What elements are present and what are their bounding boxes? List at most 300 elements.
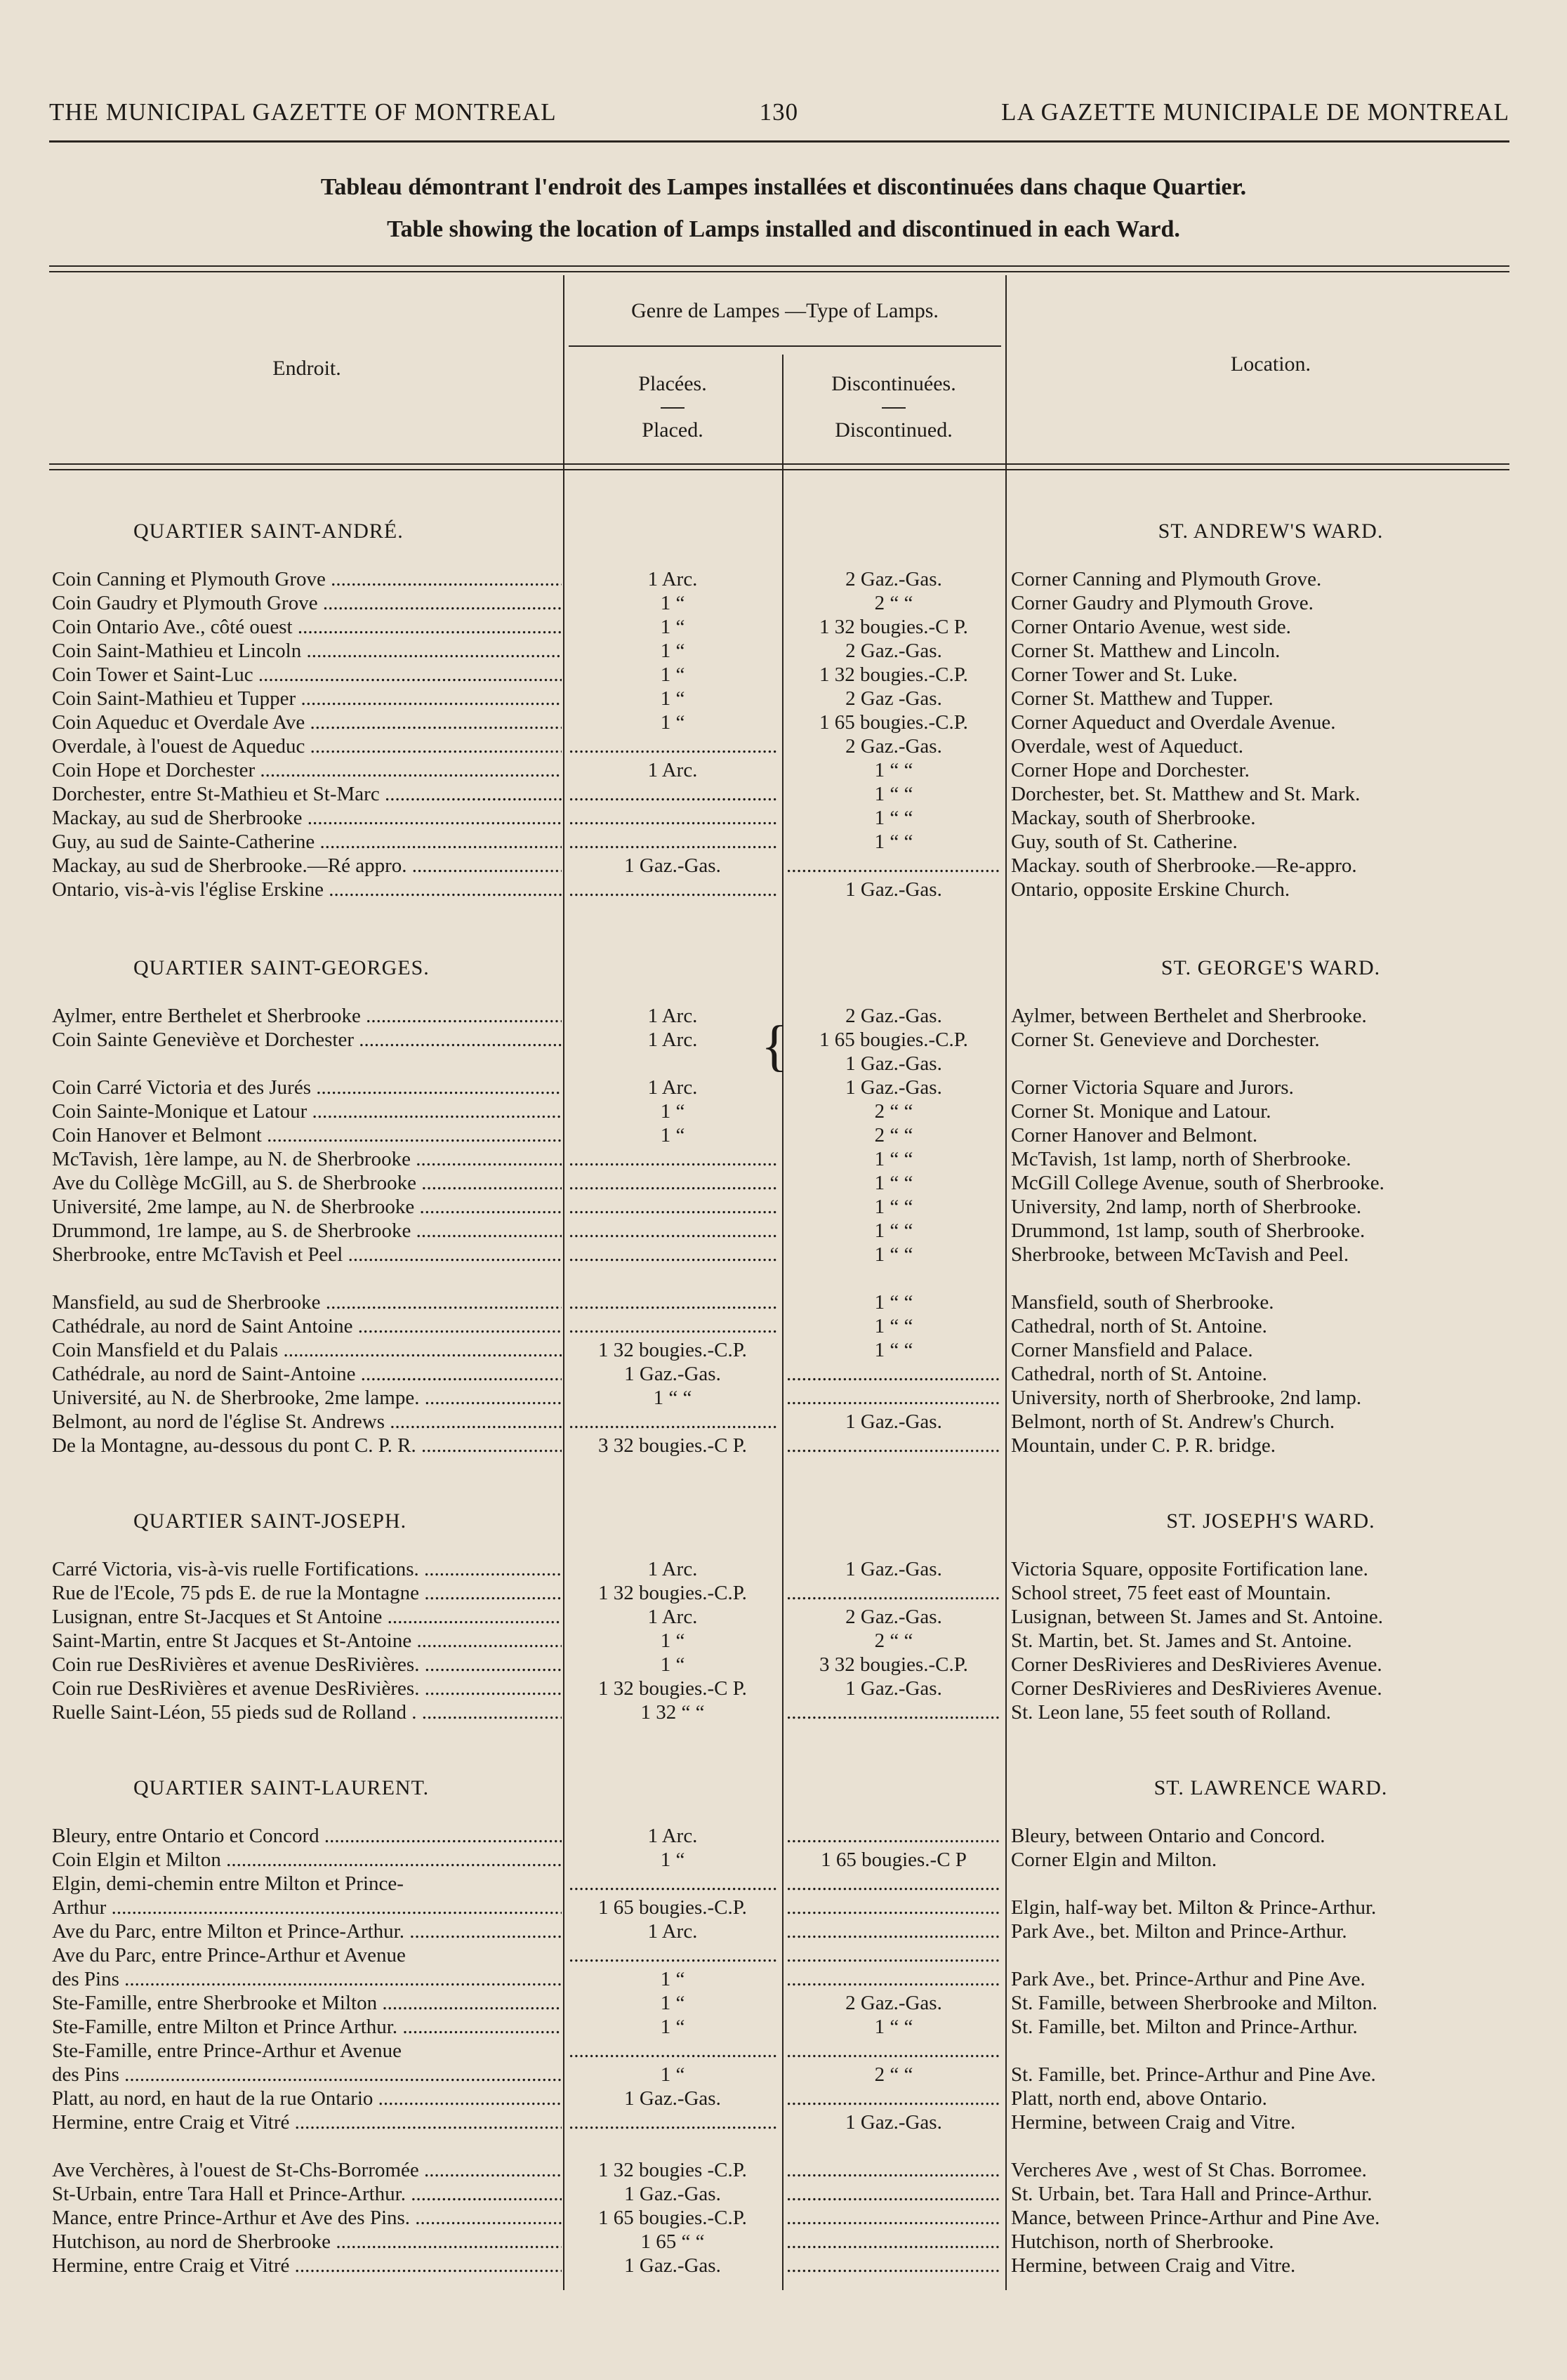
placed-cell [569, 1004, 776, 1028]
discontinued-cell [786, 591, 1001, 615]
place-cell-text: Coin Hanover et Belmont [52, 1124, 262, 1146]
placed-cell-text: 1 Arc. [647, 1005, 698, 1027]
place-cell [52, 2063, 562, 2087]
place-cell-text: Coin Sainte-Monique et Latour [52, 1100, 308, 1123]
table-row [0, 830, 1567, 854]
location-cell [1011, 782, 1530, 806]
table-row [0, 663, 1567, 687]
location-cell [1011, 878, 1530, 901]
placed-cell [569, 1076, 776, 1099]
discontinued-cell [786, 1967, 1001, 1991]
location-cell-text: Bleury, between Ontario and Concord. [1011, 1825, 1325, 1847]
placed-cell [569, 639, 776, 663]
discontinued-cell [786, 758, 1001, 782]
discontinued-cell [786, 1147, 1001, 1171]
place-cell [52, 1848, 562, 1872]
discontinued-cell [786, 1629, 1001, 1653]
location-cell-text: University, 2nd lamp, north of Sherbrooke. [1011, 1196, 1362, 1218]
location-cell-text: Mountain, under C. P. R. bridge. [1011, 1434, 1276, 1457]
placed-cell-text: 1 “ [660, 616, 685, 638]
col-header-genre: Genre de Lampes —Type of Lamps. [631, 299, 939, 322]
place-cell [52, 854, 562, 878]
table-row [0, 615, 1567, 639]
discontinued-cell [786, 1386, 1001, 1410]
location-cell [1011, 1004, 1530, 1028]
place-cell-text: Overdale, à l'ouest de Aqueduc [52, 735, 305, 758]
table-row [0, 1896, 1567, 1919]
place-cell-text: Coin Gaudry et Plymouth Grove [52, 592, 318, 614]
place-cell-text: Rue de l'Ecole, 75 pds E. de rue la Montagne [52, 1582, 420, 1604]
place-cell [52, 2254, 562, 2277]
table-row [0, 854, 1567, 878]
discontinued-cell-text: 1 32 bougies.-C P. [819, 616, 968, 638]
location-cell [1011, 2230, 1530, 2254]
place-cell [52, 1557, 562, 1581]
location-cell-text: Lusignan, between St. James and St. Antoine. [1011, 1606, 1383, 1628]
placed-cell [569, 1991, 776, 2015]
location-cell-text: Corner St. Genevieve and Dorchester. [1011, 1029, 1320, 1051]
location-cell [1011, 1195, 1530, 1219]
place-cell [52, 1629, 562, 1653]
place-cell [52, 1943, 562, 1967]
header-right: LA GAZETTE MUNICIPALE DE MONTREAL [1001, 98, 1509, 126]
discontinued-cell [786, 1410, 1001, 1434]
table-row [0, 1219, 1567, 1243]
location-cell [1011, 591, 1530, 615]
location-cell [1011, 1147, 1530, 1171]
location-cell [1011, 1824, 1530, 1848]
discontinued-cell-text: 1 “ “ [874, 1315, 913, 1337]
discontinued-cell-text: 2 “ “ [874, 2063, 913, 2086]
col-header-discontinuees: Discontinuées. [831, 372, 956, 395]
table-row [0, 710, 1567, 734]
place-cell-text: Coin rue DesRivières et avenue DesRivières. [52, 1677, 420, 1700]
location-cell [1011, 687, 1530, 710]
discontinued-cell [786, 1219, 1001, 1243]
table-row [0, 734, 1567, 758]
place-cell [52, 1099, 562, 1123]
discontinued-cell [786, 639, 1001, 663]
location-cell [1011, 1919, 1530, 1943]
discontinued-cell-text: 1 “ “ [874, 1148, 913, 1170]
location-cell [1011, 1028, 1530, 1052]
place-cell [52, 782, 562, 806]
place-cell-text: Coin Carré Victoria et des Jurés [52, 1076, 311, 1099]
place-cell-text: Sherbrooke, entre McTavish et Peel [52, 1243, 343, 1266]
placed-cell [569, 1824, 776, 1848]
place-cell-text: des Pins [52, 2063, 119, 2086]
place-cell-text: Mansfield, au sud de Sherbrooke [52, 1291, 321, 1314]
location-cell [1011, 1171, 1530, 1195]
header-left: THE MUNICIPAL GAZETTE OF MONTREAL [49, 98, 557, 126]
place-cell [52, 1290, 562, 1314]
place-cell [52, 1896, 562, 1919]
location-cell-text: Overdale, west of Aqueduct. [1011, 735, 1243, 758]
place-cell-text: Coin Saint-Mathieu et Tupper [52, 687, 296, 710]
discontinued-cell [786, 2182, 1001, 2206]
placed-cell [569, 758, 776, 782]
place-cell [52, 1967, 562, 1991]
place-cell-text: Bleury, entre Ontario et Concord [52, 1825, 319, 1847]
location-cell-text: Corner Victoria Square and Jurors. [1011, 1076, 1294, 1099]
place-cell [52, 1991, 562, 2015]
placed-cell [569, 1967, 776, 1991]
location-cell [1011, 1557, 1530, 1581]
table-row [0, 1557, 1567, 1581]
table-row [0, 2158, 1567, 2182]
table-row [0, 687, 1567, 710]
place-cell [52, 878, 562, 901]
placees-dash [661, 407, 685, 409]
place-cell-text: Ave du Parc, entre Prince-Arthur et Avenue [52, 1944, 406, 1966]
discontinued-cell [786, 1171, 1001, 1195]
location-cell [1011, 663, 1530, 687]
placed-cell-text: 1 “ “ [653, 1387, 692, 1409]
placed-cell-text: 1 “ [660, 2063, 685, 2086]
discontinued-cell [786, 1700, 1001, 1724]
table-row [0, 1171, 1567, 1195]
discontinued-cell-text: 2 “ “ [874, 592, 913, 614]
table-row [0, 806, 1567, 830]
discontinued-cell [786, 1919, 1001, 1943]
location-cell [1011, 615, 1530, 639]
discontinued-cell-text: 1 Gaz.-Gas. [845, 1677, 942, 1700]
place-cell [52, 1171, 562, 1195]
location-cell [1011, 1123, 1530, 1147]
location-cell [1011, 1314, 1530, 1338]
location-cell-text: Sherbrooke, between McTavish and Peel. [1011, 1243, 1349, 1266]
place-cell [52, 710, 562, 734]
placed-cell [569, 1171, 776, 1195]
placed-cell [569, 2230, 776, 2254]
discontinued-cell [786, 1991, 1001, 2015]
location-cell [1011, 1991, 1530, 2015]
table-row [0, 1677, 1567, 1700]
discontinued-cell [786, 1076, 1001, 1099]
placed-cell [569, 2015, 776, 2039]
place-cell [52, 2110, 562, 2134]
location-cell-text: Mansfield, south of Sherbrooke. [1011, 1291, 1274, 1314]
place-cell [52, 1123, 562, 1147]
discontinued-cell [786, 830, 1001, 854]
placed-cell-text: 1 Gaz.-Gas. [624, 2183, 721, 2205]
place-cell [52, 1872, 562, 1896]
location-cell [1011, 1896, 1530, 1919]
location-cell-text: Victoria Square, opposite Fortification lane. [1011, 1558, 1368, 1580]
location-cell-text: Park Ave., bet. Milton and Prince-Arthur. [1011, 1920, 1347, 1943]
table-row [0, 1653, 1567, 1677]
col-header-discontinued: Discontinued. [835, 418, 953, 442]
location-cell-text: Hutchison, north of Sherbrooke. [1011, 2230, 1274, 2253]
location-cell [1011, 1099, 1530, 1123]
location-cell-text: Corner Tower and St. Luke. [1011, 663, 1238, 686]
discontinued-cell-text: 2 Gaz.-Gas. [845, 1606, 942, 1628]
discontinued-cell [786, 1581, 1001, 1605]
placed-cell-text: 1 “ [660, 592, 685, 614]
section-title-en: ST. GEORGE'S WARD. [1161, 956, 1381, 979]
section-title-fr: QUARTIER SAINT-JOSEPH. [133, 1509, 407, 1533]
discontinued-cell-text: 1 “ “ [874, 807, 913, 829]
place-cell [52, 687, 562, 710]
location-cell-text: Mackay, south of Sherbrooke. [1011, 807, 1256, 829]
table-title-fr: Tableau démontrant l'endroit des Lampes installées et discontinuées dans chaque Quartier. [320, 174, 1247, 200]
location-cell [1011, 734, 1530, 758]
place-cell-text: Ste-Famille, entre Sherbrooke et Milton [52, 1992, 378, 2014]
discontinued-cell-text: 1 65 bougies.-C.P. [819, 711, 968, 734]
location-cell [1011, 1700, 1530, 1724]
placed-cell [569, 806, 776, 830]
discontinued-cell [786, 806, 1001, 830]
table-top-rule [49, 265, 1509, 272]
placed-cell-text: 1 “ [660, 1629, 685, 1652]
discontinued-cell [786, 2087, 1001, 2110]
discontinued-cell-text: 3 32 bougies.-C.P. [819, 1653, 968, 1676]
discontinued-cell [786, 1605, 1001, 1629]
table-row [0, 567, 1567, 591]
discontinued-cell [786, 878, 1001, 901]
discontinued-cell-text: 1 Gaz.-Gas. [845, 1558, 942, 1580]
placed-cell-text: 1 Arc. [647, 1920, 698, 1943]
discontinued-cell-text: 2 “ “ [874, 1100, 913, 1123]
table-row [0, 1700, 1567, 1724]
place-cell [52, 2182, 562, 2206]
place-cell [52, 1147, 562, 1171]
placed-cell [569, 1677, 776, 1700]
placed-cell [569, 567, 776, 591]
place-cell-text: Coin Tower et Saint-Luc [52, 663, 253, 686]
place-cell [52, 1386, 562, 1410]
place-cell [52, 2015, 562, 2039]
placed-cell [569, 663, 776, 687]
location-cell-text: Corner Ontario Avenue, west side. [1011, 616, 1291, 638]
place-cell [52, 2087, 562, 2110]
placed-cell [569, 1919, 776, 1943]
place-cell [52, 2039, 562, 2063]
location-cell-text: Guy, south of St. Catherine. [1011, 831, 1238, 853]
place-cell-text: Saint-Martin, entre St Jacques et St-Antoine [52, 1629, 412, 1652]
placed-cell [569, 1581, 776, 1605]
discontinued-cell-text: 2 “ “ [874, 1629, 913, 1652]
location-cell [1011, 1338, 1530, 1362]
location-cell-text: St. Leon lane, 55 feet south of Rolland. [1011, 1701, 1331, 1724]
place-cell [52, 1314, 562, 1338]
table-row [0, 2134, 1567, 2158]
placed-cell-text: 1 65 “ “ [640, 2230, 705, 2253]
location-cell [1011, 1581, 1530, 1605]
location-cell-text: Corner Gaudry and Plymouth Grove. [1011, 592, 1314, 614]
discontinued-cell-text: 1 “ “ [874, 783, 913, 805]
discontinued-cell [786, 1362, 1001, 1386]
placed-cell [569, 830, 776, 854]
location-cell-text: Ontario, opposite Erskine Church. [1011, 878, 1290, 901]
location-cell-text: Belmont, north of St. Andrew's Church. [1011, 1410, 1335, 1433]
placed-cell [569, 2110, 776, 2134]
placed-cell [569, 734, 776, 758]
table-row [0, 639, 1567, 663]
placed-cell [569, 1386, 776, 1410]
place-cell-text: Coin rue DesRivières et avenue DesRivières. [52, 1653, 420, 1676]
place-cell-text: Mackay, au sud de Sherbrooke [52, 807, 303, 829]
table-row [0, 1267, 1567, 1290]
location-cell [1011, 1076, 1530, 1099]
location-cell-text: Dorchester, bet. St. Matthew and St. Mark. [1011, 783, 1361, 805]
place-cell-text: Ave du Parc, entre Milton et Prince-Arthur. [52, 1920, 404, 1943]
place-cell [52, 1919, 562, 1943]
place-cell-text: Cathédrale, au nord de Saint-Antoine [52, 1363, 356, 1385]
table-row [0, 1290, 1567, 1314]
location-cell [1011, 854, 1530, 878]
table-row [0, 1410, 1567, 1434]
place-cell-text: Ste-Famille, entre Milton et Prince Arthur. [52, 2016, 398, 2038]
table-row [0, 1147, 1567, 1171]
table-row [0, 591, 1567, 615]
discontinued-cell-text: 1 “ “ [874, 1172, 913, 1194]
placed-cell [569, 1943, 776, 1967]
discontinued-cell [786, 1338, 1001, 1362]
location-cell [1011, 2015, 1530, 2039]
placed-cell-text: 1 Arc. [647, 1558, 698, 1580]
place-cell [52, 2206, 562, 2230]
discontinued-cell [786, 1290, 1001, 1314]
location-cell-text: University, north of Sherbrooke, 2nd lamp. [1011, 1387, 1362, 1409]
discontinued-cell-text: 1 “ “ [874, 759, 913, 781]
col-header-placed: Placed. [642, 418, 703, 442]
place-cell-text: Coin Sainte Geneviève et Dorchester [52, 1029, 355, 1051]
location-cell [1011, 1362, 1530, 1386]
place-cell-text: Dorchester, entre St-Mathieu et St-Marc [52, 783, 380, 805]
placed-cell [569, 615, 776, 639]
table-row [0, 1848, 1567, 1872]
placed-cell-text: 3 32 bougies.-C P. [598, 1434, 747, 1457]
place-cell-text: Hermine, entre Craig et Vitré [52, 2254, 290, 2277]
discontinued-cell [786, 1824, 1001, 1848]
location-cell [1011, 710, 1530, 734]
table-row [0, 878, 1567, 901]
location-cell-text: Corner Canning and Plymouth Grove. [1011, 568, 1322, 590]
discontinued-cell-text: 2 Gaz.-Gas. [845, 1992, 942, 2014]
discontinued-cell-text: 1 “ “ [874, 1219, 913, 1242]
discontinued-cell-text: 2 Gaz.-Gas. [845, 1005, 942, 1027]
location-cell-text: School street, 75 feet east of Mountain. [1011, 1582, 1331, 1604]
table-row [0, 1919, 1567, 1943]
place-cell-text: Ruelle Saint-Léon, 55 pieds sud de Rolland . [52, 1701, 417, 1724]
place-cell-text: des Pins [52, 1968, 119, 1990]
place-cell [52, 1004, 562, 1028]
discontinued-cell [786, 2158, 1001, 2182]
place-cell [52, 2158, 562, 2182]
place-cell [52, 1362, 562, 1386]
place-cell [52, 1028, 562, 1052]
place-cell [52, 1824, 562, 1848]
place-cell-text: Lusignan, entre St-Jacques et St Antoine [52, 1606, 383, 1628]
place-cell [52, 1195, 562, 1219]
table-title-en: Table showing the location of Lamps installed and discontinued in each Ward. [387, 216, 1180, 242]
placed-cell [569, 2063, 776, 2087]
placed-cell-text: 1 Arc. [647, 1076, 698, 1099]
place-cell [52, 2230, 562, 2254]
placed-cell [569, 1147, 776, 1171]
place-cell [52, 567, 562, 591]
location-cell-text: Mackay. south of Sherbrooke.—Re-appro. [1011, 854, 1357, 877]
genre-underline [569, 345, 1001, 347]
table-row [0, 2015, 1567, 2039]
place-cell-text: Ontario, vis-à-vis l'église Erskine [52, 878, 324, 901]
discontinued-cell-text: 1 Gaz.-Gas. [845, 2111, 942, 2134]
location-cell-text: Park Ave., bet. Prince-Arthur and Pine Ave. [1011, 1968, 1366, 1990]
location-cell-text: Hermine, between Craig and Vitre. [1011, 2111, 1296, 2134]
table-row [0, 1195, 1567, 1219]
discontinued-cell-text: 2 “ “ [874, 1124, 913, 1146]
table-row [0, 2063, 1567, 2087]
discontinued-cell [786, 1004, 1001, 1028]
placed-cell [569, 1243, 776, 1267]
placed-cell [569, 1362, 776, 1386]
placed-cell-text: 1 “ [660, 1100, 685, 1123]
discontinued-cell [786, 1848, 1001, 1872]
place-cell [52, 758, 562, 782]
placed-cell-text: 1 32 bougies.-C P. [598, 1677, 747, 1700]
section-title-fr: QUARTIER SAINT-GEORGES. [133, 956, 430, 979]
discontinued-cell [786, 2039, 1001, 2063]
discontinued-cell [786, 782, 1001, 806]
discontinued-cell [786, 687, 1001, 710]
location-cell-text: Platt, north end, above Ontario. [1011, 2087, 1267, 2110]
discontinued-cell-text: 1 “ “ [874, 2016, 913, 2038]
table-row [0, 1099, 1567, 1123]
place-cell-text: Mance, entre Prince-Arthur et Ave des Pins. [52, 2207, 411, 2229]
placed-cell [569, 1219, 776, 1243]
placed-cell [569, 1605, 776, 1629]
placed-cell-text: 1 “ [660, 711, 685, 734]
placed-cell [569, 2039, 776, 2063]
place-cell-text: Coin Saint-Mathieu et Lincoln [52, 640, 302, 662]
location-cell [1011, 806, 1530, 830]
table-row [0, 1076, 1567, 1099]
placed-cell-text: 1 “ [660, 2016, 685, 2038]
discontinued-cell-text: 2 Gaz.-Gas. [845, 568, 942, 590]
placed-cell [569, 2254, 776, 2277]
location-cell-text: McTavish, 1st lamp, north of Sherbrooke. [1011, 1148, 1351, 1170]
place-cell [52, 1219, 562, 1243]
place-cell-text: McTavish, 1ère lampe, au N. de Sherbrooke [52, 1148, 411, 1170]
discontinued-cell [786, 2206, 1001, 2230]
location-cell-text: Mance, between Prince-Arthur and Pine Ave. [1011, 2207, 1380, 2229]
discontinued-cell-text: 1 32 bougies.-C.P. [819, 663, 968, 686]
discontinued-cell [786, 1314, 1001, 1338]
header-bottom-rule [49, 463, 1509, 470]
place-cell-text: Ave Verchères, à l'ouest de St-Chs-Borromée [52, 2159, 419, 2181]
place-cell-text: Université, au N. de Sherbrooke, 2me lampe. [52, 1387, 420, 1409]
discontinued-cell [786, 734, 1001, 758]
discontinued-cell-text: 1 “ “ [874, 1339, 913, 1361]
placed-cell-text: 1 Arc. [647, 1606, 698, 1628]
place-cell [52, 806, 562, 830]
location-cell [1011, 2158, 1530, 2182]
discontinued-cell-text: 1 Gaz.-Gas. [845, 1410, 942, 1433]
table-row [0, 2110, 1567, 2134]
discontinued-cell [786, 1123, 1001, 1147]
location-cell [1011, 567, 1530, 591]
location-cell-text: Cathedral, north of St. Antoine. [1011, 1363, 1267, 1385]
place-cell-text: Coin Hope et Dorchester [52, 759, 256, 781]
discontinued-cell [786, 1677, 1001, 1700]
placed-cell-text: 1 32 “ “ [640, 1701, 705, 1724]
discontinued-cell [786, 2063, 1001, 2087]
discontinued-cell-text: 2 Gaz.-Gas. [845, 640, 942, 662]
discontinued-cell [786, 2230, 1001, 2254]
placed-cell-text: 1 Gaz.-Gas. [624, 2254, 721, 2277]
location-cell [1011, 1848, 1530, 1872]
